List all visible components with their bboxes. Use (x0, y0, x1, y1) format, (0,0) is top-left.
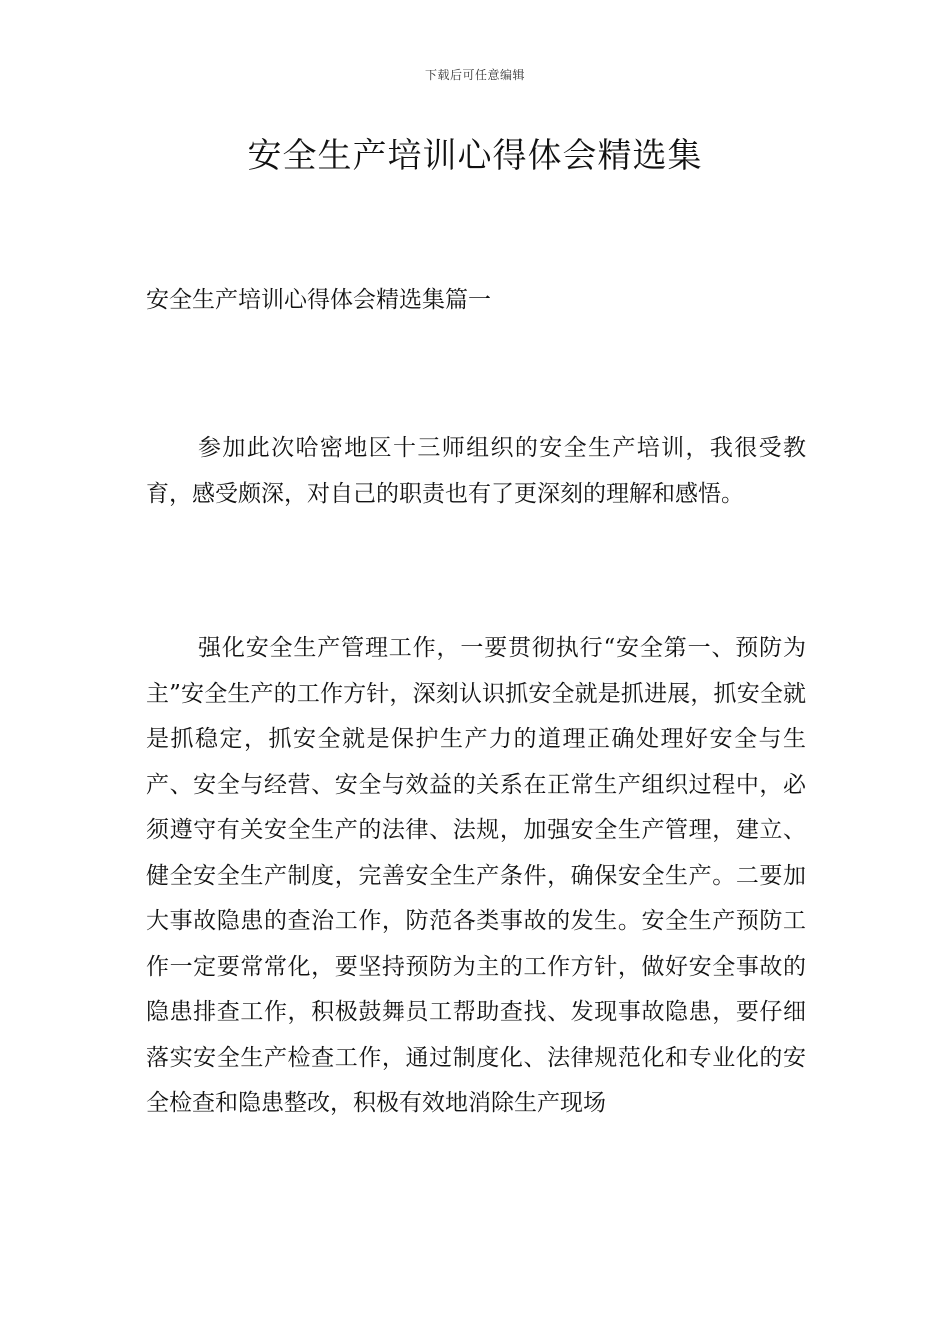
document-title: 安全生产培训心得体会精选集 (247, 136, 703, 176)
header-note: 下载后可任意编辑 (424, 68, 525, 82)
paragraph-2-block (146, 626, 806, 1127)
section-heading: 安全生产培训心得体会精选集篇一 (146, 287, 491, 313)
paragraph-1: 参加此次哈密地区十三师组织的安全生产培训，我很受教育，感受颇深，对自己的职责也有了更深刻的理解和感悟。 (146, 435, 806, 507)
paragraph-2: 强化安全生产管理工作，一要贯彻执行“安全第一、预防为主”安全生产的工作方针，深刻认识抓安全就是抓进展，抓安全就是抓稳定，抓安全就是保护生产力的道理正确处理好安全与生产、安全与经营、安全与效益的关系在正常生产组织过程中，必须遵守有关安全生产的法律、法规，加强安全生产管理，建立、健全安全生产制度，完善安全生产条件，确保安全生产。二要加大事故隐患的查治工作，防范各类事故的发生。安全生产预防工作一定要常常化，要坚持预防为主的工作方针，做好安全事故的隐患排查工作，积极鼓舞员工帮助查找、发现事故隐患，要仔细落实安全生产检查工作，通过制度化、法律规范化和专业化的安全检查和隐患整改，积极有效地消除生产现场 (146, 635, 806, 1116)
paragraph-1-block (146, 426, 806, 517)
